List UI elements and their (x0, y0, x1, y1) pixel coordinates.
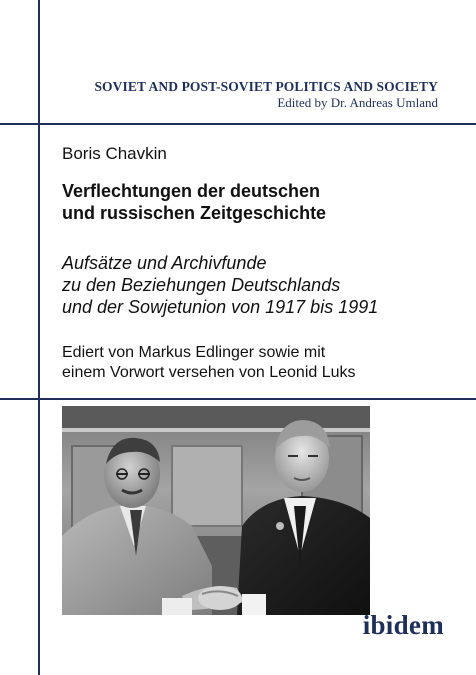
book-subtitle-line: Aufsätze und Archivfunde (62, 253, 267, 273)
book-editors-line: Ediert von Markus Edlinger sowie mit (62, 344, 326, 361)
frame-divider-middle (0, 398, 476, 400)
book-subtitle (62, 252, 378, 318)
frame-vertical-line (38, 0, 40, 675)
book-title-line: Verflechtungen der deutschen (62, 181, 321, 201)
series-editor: Edited by Dr. Andreas Umland (277, 95, 438, 110)
series-title: SOVIET AND POST-SOVIET POLITICS AND SOCIETY (94, 79, 438, 94)
cover-photo (62, 406, 370, 615)
book-title (62, 180, 326, 224)
book-subtitle-line: zu den Beziehungen Deutschlands (62, 275, 341, 295)
book-editors-line: einem Vorwort versehen von Leonid Luks (62, 364, 356, 381)
series-header (94, 79, 438, 111)
book-author: Boris Chavkin (62, 144, 167, 163)
frame-divider-top (0, 123, 476, 125)
publisher-logo: ibidem (362, 610, 444, 640)
book-editors-note (62, 343, 356, 383)
book-title-line: und russischen Zeitgeschichte (62, 203, 327, 223)
book-subtitle-line: und der Sowjetunion von 1917 bis 1991 (62, 297, 379, 317)
